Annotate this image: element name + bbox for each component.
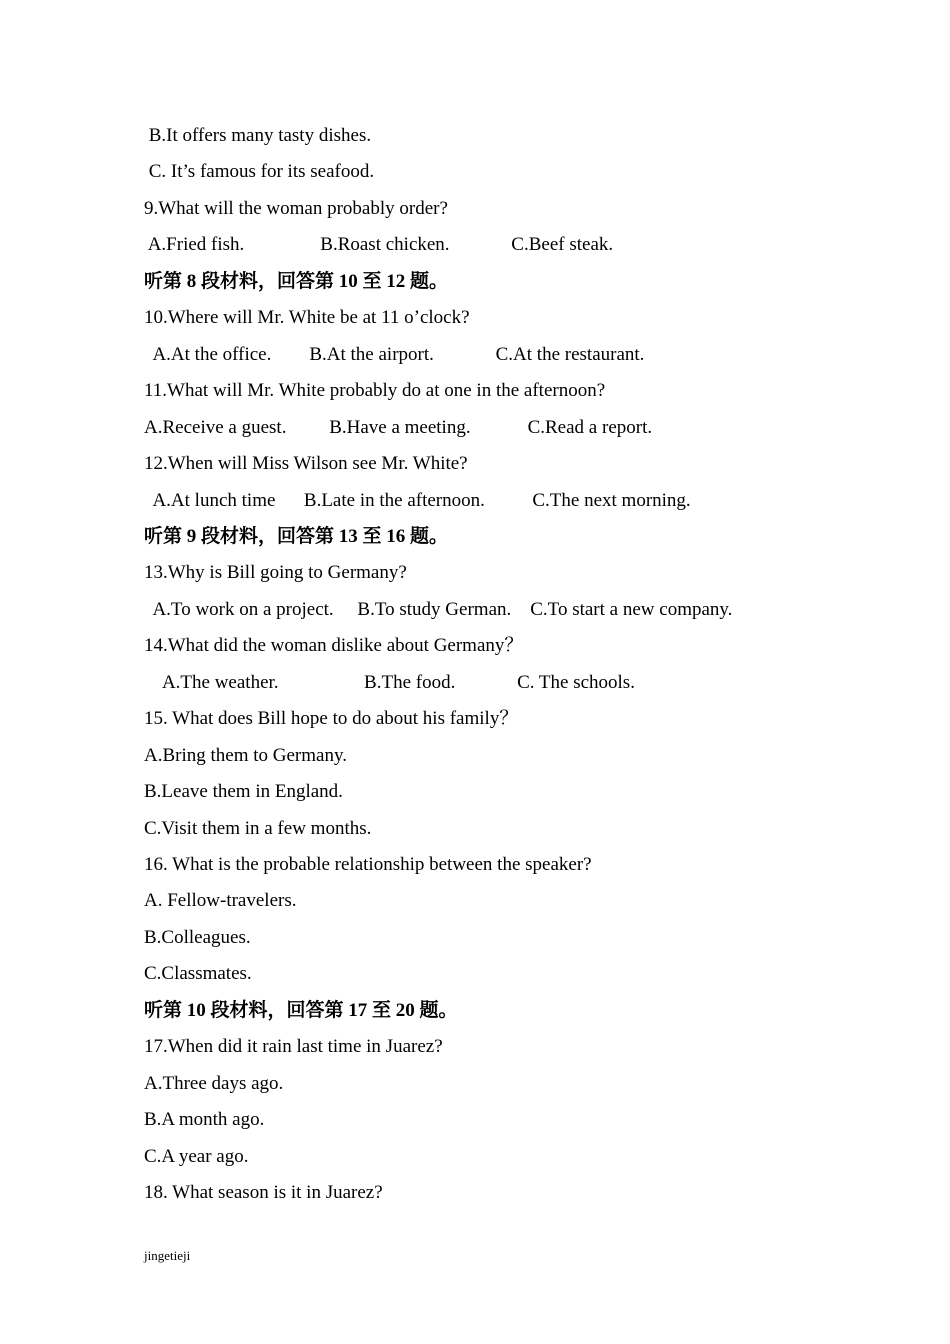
question-line: C. It’s famous for its seafood.	[144, 161, 375, 183]
question-line: A.At lunch time B.Late in the afternoon. C.The next morning.	[144, 489, 691, 511]
question-line: B.Colleagues.	[144, 926, 251, 948]
question-line: A.To work on a project. B.To study German. C.To start a new company.	[144, 598, 733, 620]
question-line: A.The weather. B.The food. C. The schools.	[144, 671, 635, 693]
question-line: B.It offers many tasty dishes.	[144, 125, 372, 146]
question-line: B.A month ago.	[144, 1109, 265, 1131]
question-line: 12.When will Miss Wilson see Mr. White?	[144, 453, 468, 475]
section-heading: 听第 8 段材料，回答第 10 至 12 题。	[144, 270, 449, 292]
question-line: 10.Where will Mr. White be at 11 o’clock?	[144, 307, 470, 329]
question-line: C.A year ago.	[144, 1145, 249, 1167]
question-line: C.Classmates.	[144, 963, 252, 985]
question-line: A.Fried fish. B.Roast chicken. C.Beef steak.	[144, 234, 614, 256]
question-line: 18. What season is it in Juarez?	[144, 1182, 383, 1204]
question-line: 13.Why is Bill going to Germany?	[144, 562, 407, 584]
question-line: 17.When did it rain last time in Juarez?	[144, 1036, 443, 1058]
section-heading: 听第 9 段材料，回答第 13 至 16 题。	[144, 525, 449, 547]
question-line: A.Bring them to Germany.	[144, 744, 347, 766]
question-line: 9.What will the woman probably order?	[144, 197, 448, 219]
question-line: 15. What does Bill hope to do about his family？	[144, 708, 519, 730]
question-line: A.Receive a guest. B.Have a meeting. C.Read a report.	[144, 416, 653, 438]
section-heading: 听第 10 段材料，回答第 17 至 20 题。	[144, 999, 458, 1021]
question-line: 16. What is the probable relationship between the speaker?	[144, 854, 592, 875]
question-line: B.Leave them in England.	[144, 781, 343, 803]
question-line: 11.What will Mr. White probably do at one in the afternoon?	[144, 380, 606, 402]
page-footer: jingetieji	[144, 1248, 191, 1263]
question-line: 14.What did the woman dislike about Germany？	[144, 635, 524, 657]
question-line: A.Three days ago.	[144, 1072, 284, 1094]
question-line: A.At the office. B.At the airport. C.At the restaurant.	[144, 343, 645, 365]
question-line: A. Fellow-travelers.	[144, 890, 297, 912]
question-line: C.Visit them in a few months.	[144, 817, 372, 839]
